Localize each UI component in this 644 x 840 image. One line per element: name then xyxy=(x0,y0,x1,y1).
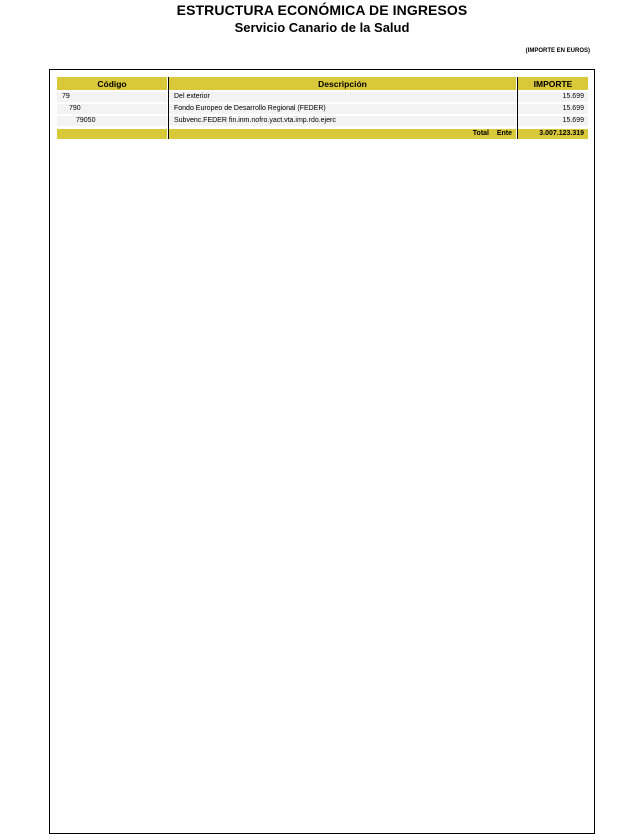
currency-unit-note: (IMPORTE EN EUROS) xyxy=(525,48,590,54)
column-header-code: Código xyxy=(57,77,167,90)
total-entity-label: Ente xyxy=(496,130,512,137)
row-description: Subvenc.FEDER fin.inm.nofro.yact.vta.imp.rdo.ejerc xyxy=(174,117,336,124)
page-frame xyxy=(49,69,595,834)
total-row-code-cell xyxy=(57,129,167,139)
row-code: 790 xyxy=(69,105,81,112)
row-description: Del exterior xyxy=(174,93,210,100)
total-row-label-cell xyxy=(169,129,516,139)
column-header-amount: IMPORTE xyxy=(518,77,588,90)
total-amount: 3.007.123.319 xyxy=(539,130,584,137)
row-code: 79 xyxy=(62,93,70,100)
row-description: Fondo Europeo de Desarrollo Regional (FEDER) xyxy=(174,105,326,112)
report-title: ESTRUCTURA ECONÓMICA DE INGRESOS xyxy=(176,2,468,18)
column-divider xyxy=(168,77,169,139)
table-row xyxy=(0,92,644,102)
table-row xyxy=(0,104,644,114)
row-amount: 15.699 xyxy=(562,105,584,112)
total-label: Total xyxy=(472,130,489,137)
column-divider xyxy=(517,77,518,139)
table-row xyxy=(0,116,644,126)
row-code: 79050 xyxy=(76,117,96,124)
report-subtitle: Servicio Canario de la Salud xyxy=(234,20,410,35)
column-header-description: Descripción xyxy=(169,77,516,90)
total-amount-cell xyxy=(518,129,588,139)
row-amount: 15.699 xyxy=(562,93,584,100)
row-amount: 15.699 xyxy=(562,117,584,124)
